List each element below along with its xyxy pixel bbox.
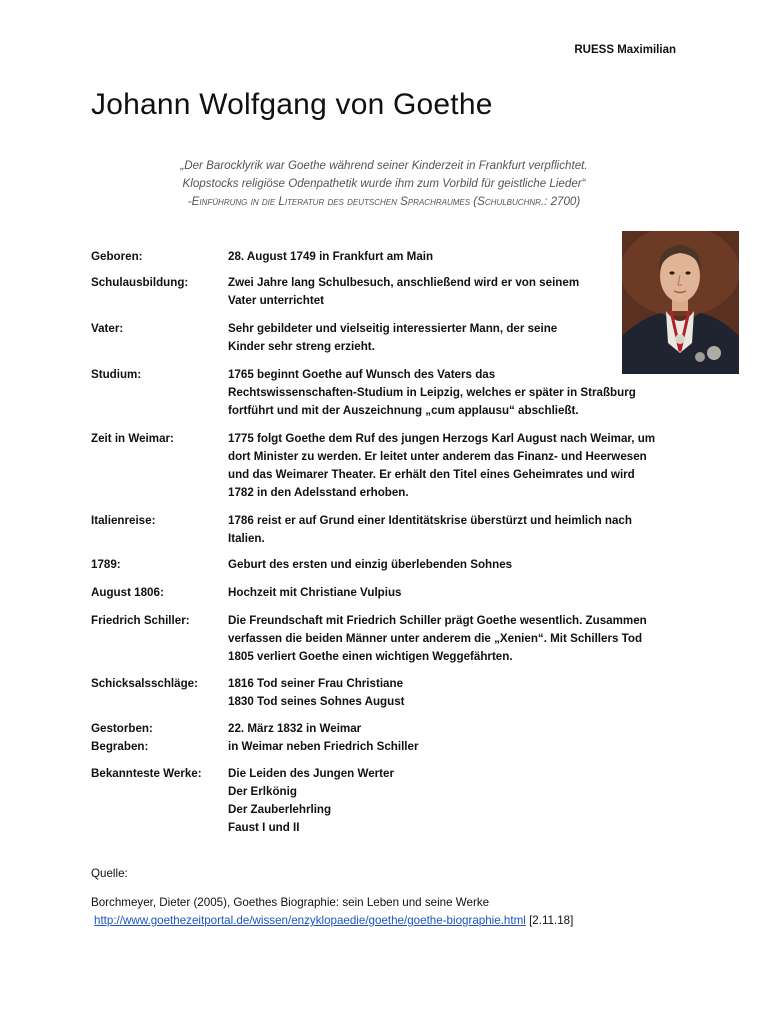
source-url-link[interactable]: http://www.goethezeitportal.de/wissen/enzyklopaedie/goethe/goethe-biographie.html <box>94 914 526 927</box>
row-value <box>228 584 681 602</box>
row-value <box>228 248 681 266</box>
quote-line-1: „Der Barocklyrik war Goethe während seiner Kinderzeit in Frankfurt verpflichtet. <box>180 159 588 172</box>
row-line: 1816 Tod seiner Frau Christiane <box>228 677 404 690</box>
row-studium <box>91 366 681 420</box>
row-label <box>91 720 228 756</box>
row-value <box>228 366 681 420</box>
row-line: Geburt des ersten und einzig überlebenden Sohnes <box>228 558 513 571</box>
source-date: [2.11.18] <box>529 914 574 927</box>
row-value <box>228 320 681 356</box>
row-line: Der Erlkönig <box>228 785 297 798</box>
quote-line-2: Klopstocks religiöse Odenpathetik wurde ihm zum Vorbild für geistliche Lieder“ <box>182 177 586 190</box>
row-label: Schicksalsschläge: <box>91 677 198 690</box>
row-line: 1782 in den Adelsstand erhoben. <box>228 486 409 499</box>
row-label: 1789: <box>91 558 121 571</box>
source-citation: Borchmeyer, Dieter (2005), Goethes Biographie: sein Leben und seine Werke <box>91 896 490 909</box>
row-value <box>228 720 681 756</box>
row-label: Bekannteste Werke: <box>91 767 202 780</box>
row-line: verfassen die beiden Männer unter anderem die „Xenien“. Mit Schillers Tod <box>228 632 643 645</box>
row-line: Rechtswissenschaften-Studium in Leipzig, welches er später in Straßburg <box>228 386 636 399</box>
row-label: August 1806: <box>91 586 164 599</box>
row-line: 1786 reist er auf Grund einer Identitätskrise überstürzt und heimlich nach <box>228 514 632 527</box>
row-schulausbildung <box>91 274 681 310</box>
row-line: Hochzeit mit Christiane Vulpius <box>228 586 402 599</box>
row-line: Faust I und II <box>228 821 300 834</box>
row-line: Die Leiden des Jungen Werter <box>228 767 395 780</box>
row-value <box>228 675 681 711</box>
row-august-1806 <box>91 584 681 602</box>
row-line: 22. März 1832 in Weimar <box>228 722 362 735</box>
row-line: Sehr gebildeter und vielseitig interessierter Mann, der seine <box>228 322 558 335</box>
row-zeit-in-weimar <box>91 430 681 502</box>
row-line: 1805 verliert Goethe einen wichtigen Weggefährten. <box>228 650 513 663</box>
row-line: fortführt und mit der Auszeichnung „cum applausu“ abschließt. <box>228 404 579 417</box>
row-label: Friedrich Schiller: <box>91 614 190 627</box>
row-value <box>228 612 681 666</box>
row-label-gestorben: Gestorben: <box>91 722 153 735</box>
page-title: Johann Wolfgang von Goethe <box>91 88 493 121</box>
row-label: Schulausbildung: <box>91 276 189 289</box>
row-1789 <box>91 556 681 574</box>
row-line: Kinder sehr streng erzieht. <box>228 340 375 353</box>
row-vater <box>91 320 681 356</box>
row-line: dort Minister zu werden. Er leitet unter anderem das Finanz- und Heerwesen <box>228 450 647 463</box>
row-line: in Weimar neben Friedrich Schiller <box>228 740 419 753</box>
row-label-begraben: Begraben: <box>91 740 149 753</box>
row-friedrich-schiller <box>91 612 681 666</box>
row-value <box>228 556 681 574</box>
source-reference <box>91 894 573 930</box>
row-line: Der Zauberlehrling <box>228 803 332 816</box>
row-label: Italienreise: <box>91 514 156 527</box>
row-line: Italien. <box>228 532 265 545</box>
row-value <box>228 512 681 548</box>
row-line: Vater unterrichtet <box>228 294 324 307</box>
row-line: 1830 Tod seines Sohnes August <box>228 695 405 708</box>
row-bekannteste-werke <box>91 765 681 837</box>
source-heading: Quelle: <box>91 867 128 880</box>
row-schicksalsschlaege <box>91 675 681 711</box>
row-line: 1775 folgt Goethe dem Ruf des jungen Herzogs Karl August nach Weimar, um <box>228 432 656 445</box>
source-link-line <box>91 912 573 930</box>
row-label: Geboren: <box>91 250 143 263</box>
row-value <box>228 765 681 837</box>
row-line: und das Weimarer Theater. Er erhält den Titel eines Geheimrates und wird <box>228 468 635 481</box>
row-label: Studium: <box>91 368 142 381</box>
row-line: 1765 beginnt Goethe auf Wunsch des Vaters das <box>228 368 496 381</box>
row-line: 28. August 1749 in Frankfurt am Main <box>228 250 434 263</box>
row-line: Die Freundschaft mit Friedrich Schiller prägt Goethe wesentlich. Zusammen <box>228 614 647 627</box>
row-label: Vater: <box>91 322 124 335</box>
author-name: RUESS Maximilian <box>574 44 676 56</box>
row-geboren <box>91 248 681 266</box>
row-italienreise <box>91 512 681 548</box>
row-value <box>228 430 681 502</box>
row-line: Zwei Jahre lang Schulbesuch, anschließend wird er von seinem <box>228 276 580 289</box>
quote-block <box>90 157 678 211</box>
quote-source: -Einführung in die Literatur des deutschen Sprachraumes (Schulbuchnr.: 2700) <box>187 195 581 208</box>
row-value <box>228 274 681 310</box>
row-label: Zeit in Weimar: <box>91 432 174 445</box>
biography-table <box>91 248 681 837</box>
row-gestorben-begraben <box>91 720 681 756</box>
